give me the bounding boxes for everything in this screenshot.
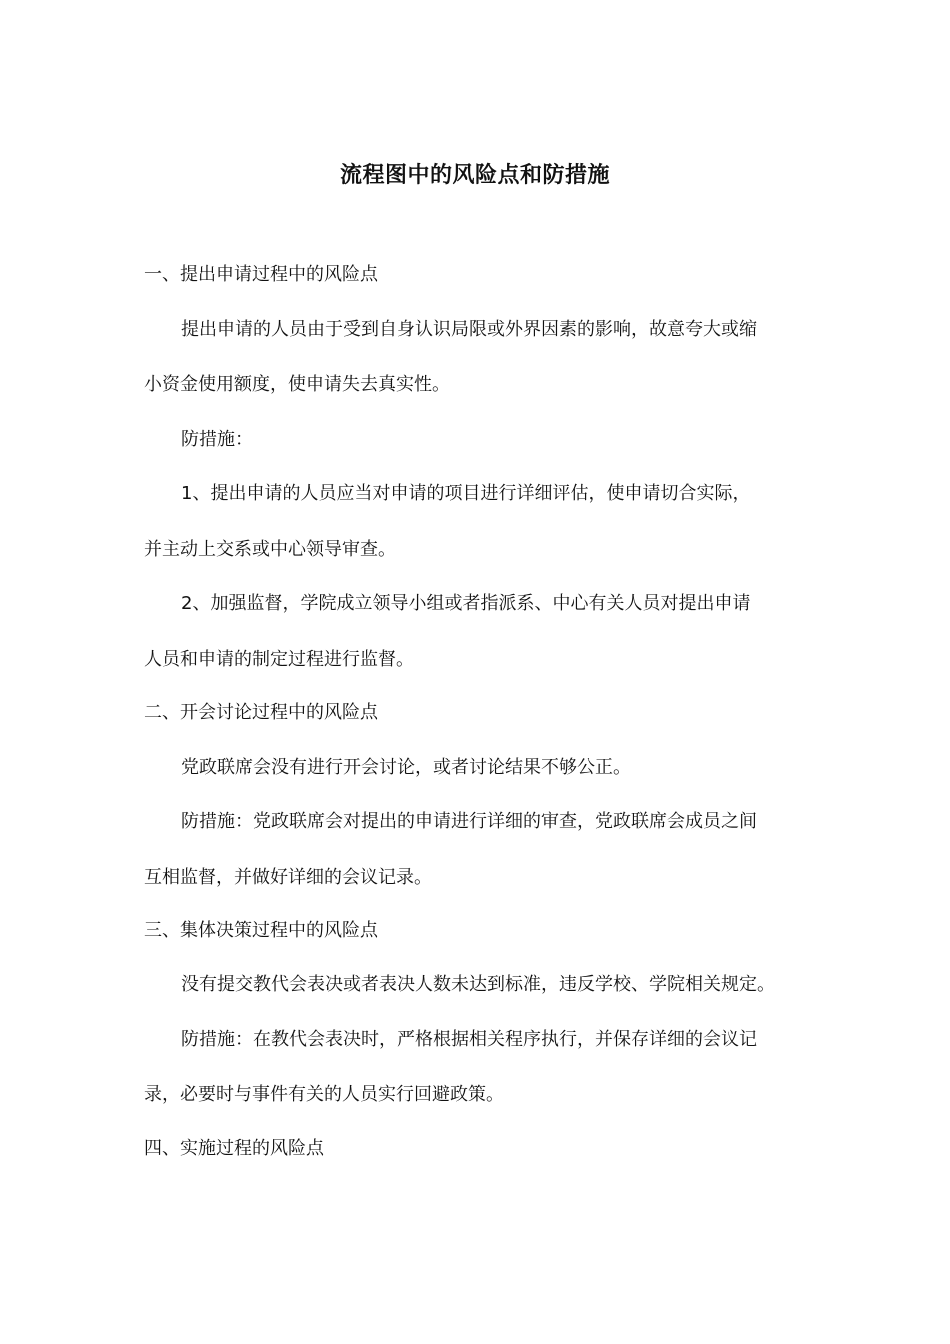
section-1-measure-2-line-2: 人员和申请的制定过程进行监督。: [144, 649, 414, 670]
section-3-measure-line-2: 录，必要时与事件有关的人员实行回避政策。: [144, 1084, 504, 1105]
section-1-measure-1-line-2: 并主动上交系或中心领导审查。: [144, 539, 396, 560]
section-3-risk-line-1: 没有提交教代会表决或者表决人数未达到标准，违反学校、学院相关规定。: [181, 974, 775, 995]
section-1-measures-label: 防措施：: [181, 429, 253, 450]
section-1-measure-1-line-1: 1、提出申请的人员应当对申请的项目进行详细评估，使申请切合实际，: [181, 483, 751, 504]
section-1-heading: 一、提出申请过程中的风险点: [144, 264, 378, 285]
section-3-heading: 三、集体决策过程中的风险点: [144, 920, 378, 941]
section-1-risk-line-2: 小资金使用额度，使申请失去真实性。: [144, 374, 450, 395]
section-2-risk-line-1: 党政联席会没有进行开会讨论，或者讨论结果不够公正。: [181, 757, 631, 778]
document-title: 流程图中的风险点和防措施: [339, 163, 610, 188]
section-2-measure-line-2: 互相监督，并做好详细的会议记录。: [144, 867, 432, 888]
section-2-measure-line-1: 防措施：党政联席会对提出的申请进行详细的审查，党政联席会成员之间: [181, 811, 757, 832]
section-2-heading: 二、开会讨论过程中的风险点: [144, 702, 378, 723]
section-1-risk-line-1: 提出申请的人员由于受到自身认识局限或外界因素的影响，故意夸大或缩: [181, 319, 757, 340]
section-4-heading: 四、实施过程的风险点: [144, 1138, 324, 1159]
section-1-measure-2-line-1: 2、加强监督，学院成立领导小组或者指派系、中心有关人员对提出申请: [181, 593, 751, 614]
section-3-measure-line-1: 防措施：在教代会表决时，严格根据相关程序执行，并保存详细的会议记: [181, 1029, 757, 1050]
